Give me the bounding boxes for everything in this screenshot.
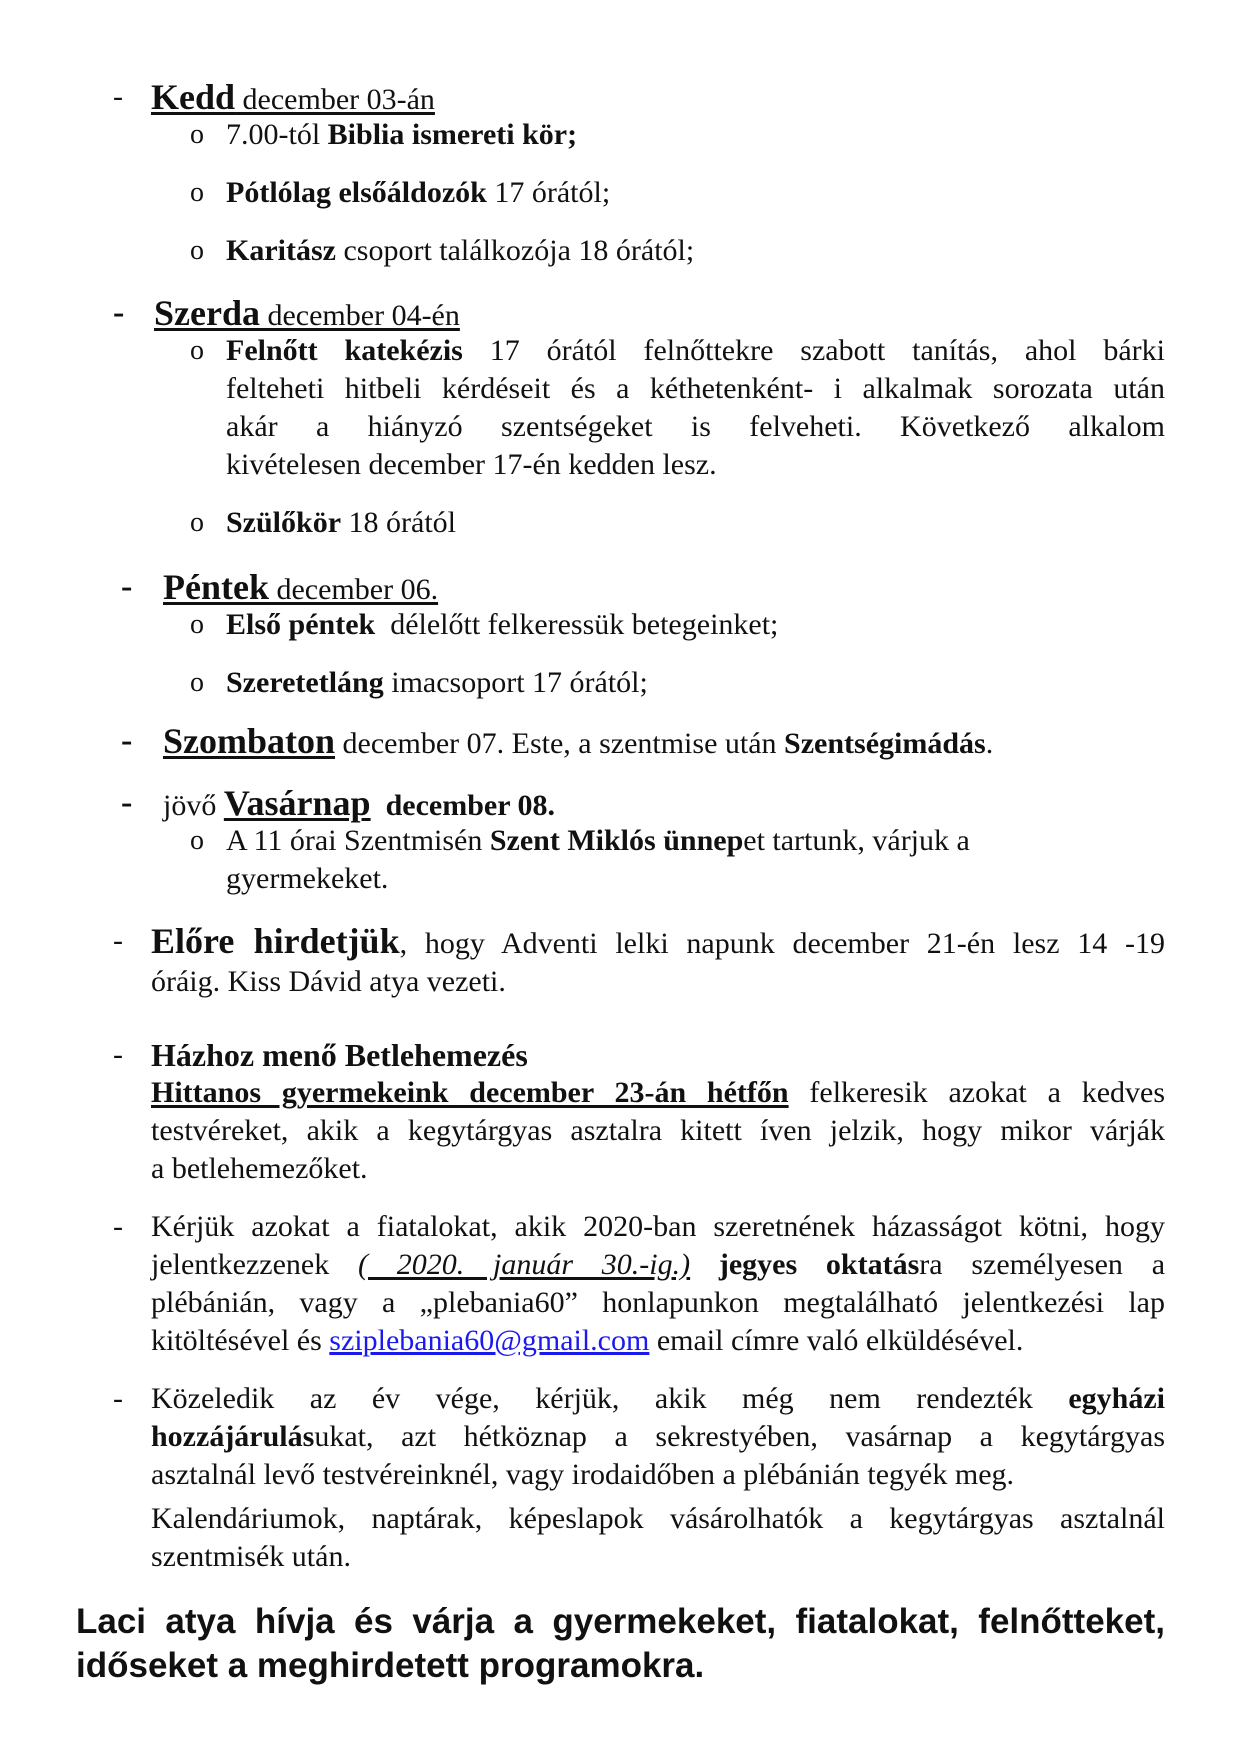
szerda-item-1-line-1: 17 órától felnőttekre szabott tanítás, ahol bárki: [462, 334, 1165, 367]
egyhazi-line-1-pre: Közeledik az év vége, kérjük, akik még nem rendezték: [151, 1382, 1069, 1415]
szombat-text: december 07. Este, a szentmise után: [335, 727, 785, 760]
jegyes-paragraph: [151, 1208, 1165, 1360]
entry-szombat-line: [163, 722, 993, 763]
betlehemezes-line-3: a betlehemezőket.: [151, 1152, 368, 1185]
szombat-end: .: [985, 727, 994, 760]
vasarnap-pre: jövő: [163, 789, 224, 822]
circle-bullet: o: [190, 825, 204, 856]
egyhazi-paragraph: [151, 1380, 1165, 1494]
vasarnap-item-line-2: gyermekeket.: [226, 862, 389, 895]
pentek-item-2-post: imacsoport 17 órától;: [383, 666, 648, 699]
day-vasarnap: Vasárnap: [223, 783, 371, 823]
elore-line-2: óráig. Kiss Dávid atya vezeti.: [151, 965, 506, 998]
betlehemezes-line-2: testvéreket, akik a kegytárgyas asztalra kitett íven jelzik, hogy mikor várják: [151, 1114, 1165, 1147]
closing-line-1: Laci atya hívja és várja a gyermekeket, fiatalokat, felnőtteket,: [76, 1602, 1165, 1641]
dash-bullet: -: [113, 294, 125, 331]
circle-bullet: o: [190, 609, 204, 640]
day-szerda: Szerda: [154, 293, 260, 333]
circle-bullet: o: [190, 177, 204, 208]
dash-bullet: -: [113, 80, 123, 113]
jegyes-bold: jegyes oktatás: [690, 1248, 920, 1281]
kalendar-paragraph: [151, 1500, 1165, 1576]
kedd-item-2-bold: Pótlólag elsőáldozók: [226, 176, 487, 209]
szerda-item-1-line-4: kivételesen december 17-én kedden lesz.: [226, 448, 717, 481]
kedd-item-2-post: 17 órától;: [486, 176, 611, 209]
pentek-item-2-bold: Szeretetláng: [226, 666, 384, 699]
kedd-item-3-post: csoport találkozója 18 órától;: [335, 234, 695, 267]
szerda-item-2-bold: Szülőkör: [226, 506, 342, 539]
dash-bullet: -: [113, 924, 123, 957]
elore-bold: Előre hirdetjük: [151, 921, 400, 961]
closing-invitation: [76, 1600, 1165, 1688]
egyhazi-line-1-bold: egyházi: [1068, 1382, 1165, 1415]
circle-bullet: o: [190, 667, 204, 698]
szerda-item-1-bold: Felnőtt katekézis: [226, 334, 463, 367]
closing-line-2: időseket a meghirdetett programokra.: [76, 1646, 705, 1685]
vasarnap-item-post: et tartunk, várjuk a: [743, 824, 970, 857]
date-pentek: december 06.: [268, 573, 439, 606]
szerda-item-2-post: 18 órától: [341, 506, 457, 539]
dash-bullet: -: [113, 1382, 123, 1415]
email-link[interactable]: sziplebania60@gmail.com: [329, 1324, 650, 1357]
day-kedd: Kedd: [151, 77, 236, 117]
pentek-item-1-post: délelőtt felkeressük betegeinket;: [375, 608, 779, 641]
egyhazi-line-2-post: ukat, azt hétköznap a sekrestyében, vasárnap a kegytárgyas: [314, 1420, 1165, 1453]
date-kedd: december 03-án: [235, 83, 435, 116]
dash-bullet: -: [113, 1038, 123, 1071]
elore-line-1: , hogy Adventi lelki napunk december 21-én lesz 14 -19: [399, 927, 1165, 960]
vasarnap-item-pre: A 11 órai Szentmisén: [226, 824, 490, 857]
jegyes-deadline: ( 2020. január 30.-ig.): [357, 1248, 691, 1281]
szerda-item-1-line-2: felteheti hitbeli kérdéseit és a kéthetenként- i alkalmak sorozata után: [226, 372, 1165, 405]
circle-bullet: o: [190, 335, 204, 366]
entry-vasarnap-heading: [163, 784, 555, 825]
betlehemezes-title: Házhoz menő Betlehemezés: [151, 1037, 528, 1073]
circle-bullet: o: [190, 507, 204, 538]
jegyes-line-3: plébánián, vagy a „plebania60” honlapunkon megtalálható jelentkezési lap: [151, 1286, 1165, 1319]
dash-bullet: -: [113, 1210, 123, 1243]
kedd-item-3-bold: Karitász: [226, 234, 336, 267]
egyhazi-line-3: asztalnál levő testvéreinknél, vagy irodaidőben a plébánián tegyék meg.: [151, 1458, 1015, 1491]
elore-paragraph: [151, 922, 1165, 1001]
pentek-item-1-bold: Első péntek: [226, 608, 376, 641]
day-szombat: Szombaton: [163, 721, 336, 761]
entry-kedd-heading: [151, 78, 435, 119]
day-pentek: Péntek: [163, 567, 269, 607]
date-vasarnap: december 08.: [370, 789, 555, 822]
kalendar-line-1: Kalendáriumok, naptárak, képeslapok vásárolhatók a kegytárgyas asztalnál: [151, 1502, 1165, 1535]
kalendar-line-2: szentmisék után.: [151, 1540, 351, 1573]
vasarnap-item-bold: Szent Miklós ünnep: [489, 824, 744, 857]
kedd-item-1-bold: Biblia ismereti kör;: [327, 118, 578, 151]
dash-bullet: -: [121, 784, 133, 821]
circle-bullet: o: [190, 235, 204, 266]
date-szerda: december 04-én: [259, 299, 460, 332]
szerda-item-1-line-3: akár a hiányzó szentségeket is felveheti. Következő alkalom: [226, 410, 1165, 443]
entry-pentek-heading: [163, 568, 438, 609]
dash-bullet: -: [121, 568, 133, 605]
jegyes-line-2-post: ra személyesen a: [919, 1248, 1166, 1281]
betlehemezes-paragraph: [151, 1036, 1165, 1188]
dash-bullet: -: [121, 722, 133, 759]
betlehemezes-line-1: felkeresik azokat a kedves: [788, 1076, 1165, 1109]
circle-bullet: o: [190, 119, 204, 150]
entry-szerda-heading: [154, 294, 460, 335]
betlehemezes-bold: Hittanos gyermekeink december 23-án hétfőn: [151, 1076, 789, 1109]
egyhazi-line-2-bold: hozzájárulás: [151, 1420, 315, 1453]
szombat-bold: Szentségimádás: [784, 727, 986, 760]
jegyes-line-4-pre: kitöltésével és: [151, 1324, 330, 1357]
kedd-item-1-pre: 7.00-tól: [226, 118, 328, 151]
jegyes-line-1: Kérjük azokat a fiatalokat, akik 2020-ban szeretnének házasságot kötni, hogy: [151, 1210, 1165, 1243]
jegyes-line-4-post: email címre való elküldésével.: [649, 1324, 1024, 1357]
jegyes-line-2-pre: jelentkezzenek: [151, 1248, 358, 1281]
